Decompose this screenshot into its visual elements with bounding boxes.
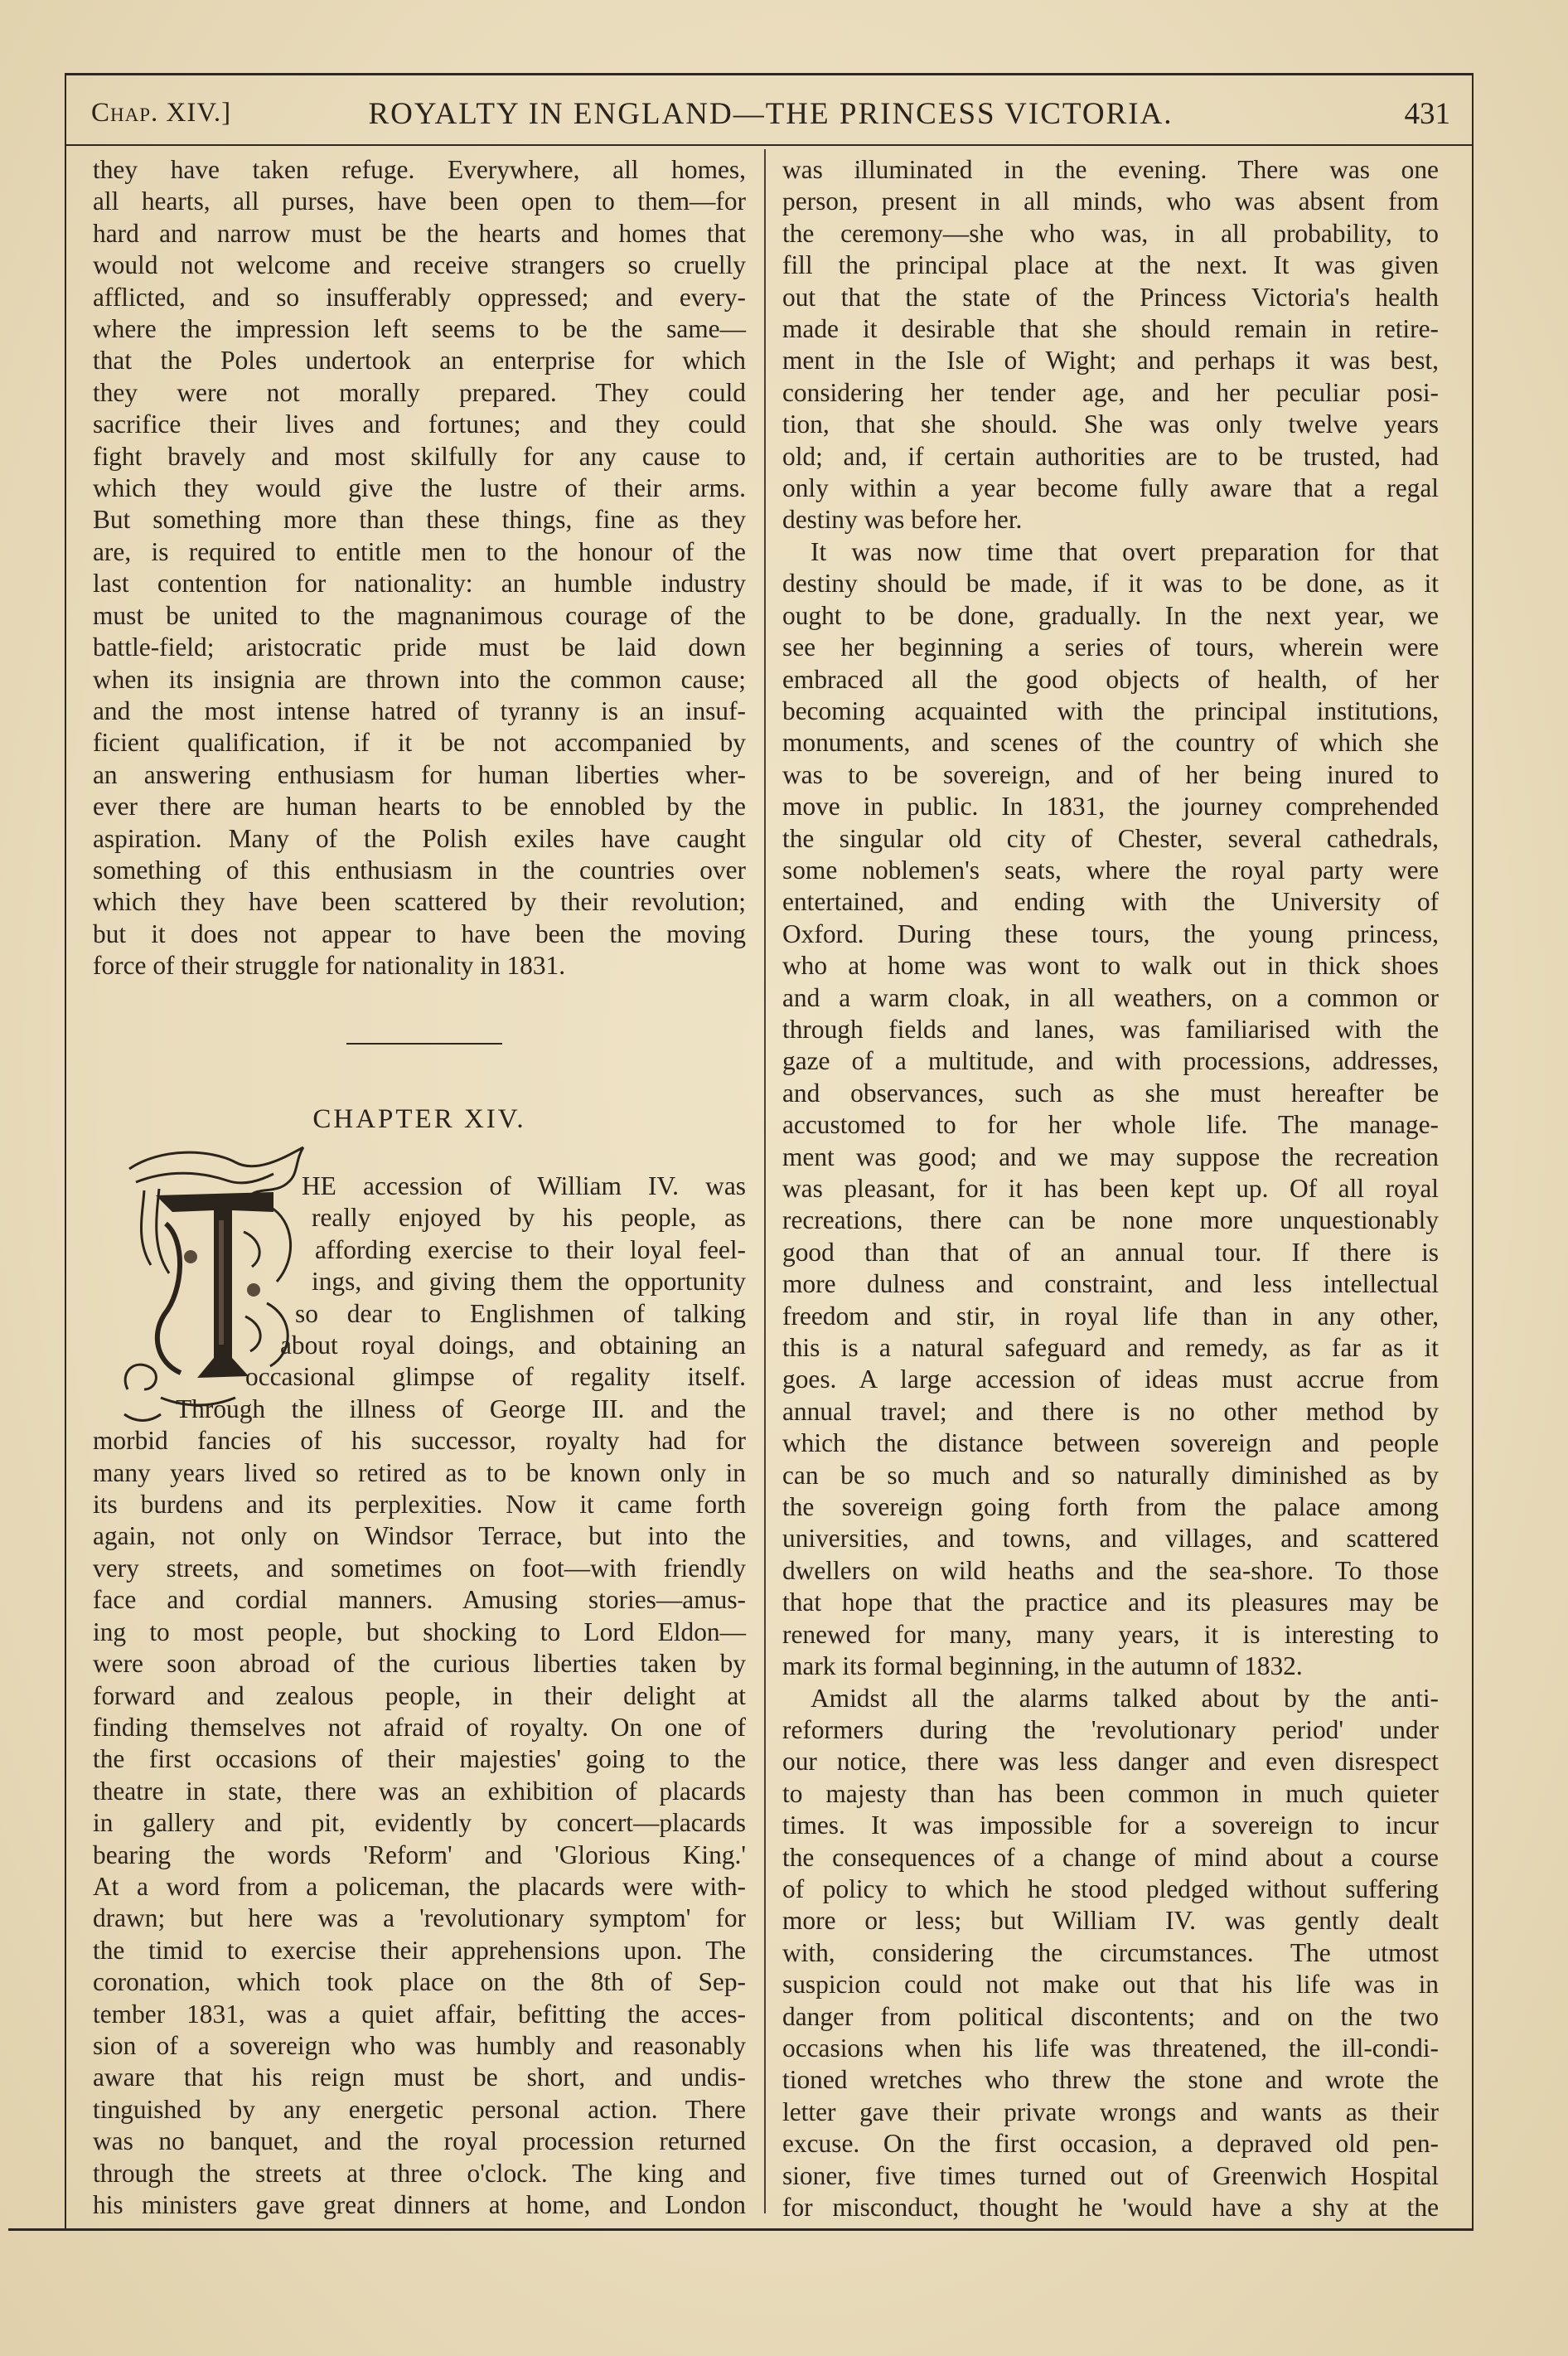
text-line: ever there are human hearts to be ennobled by the (93, 792, 746, 822)
text-line: they were not morally prepared. They could (93, 377, 746, 407)
text-line: who at home was wont to walk out in thick shoes (782, 951, 1439, 981)
text-line: destiny should be made, if it was to be done, as it (782, 569, 1439, 599)
right-frame-rule (1472, 73, 1474, 2230)
text-line: its burdens and its perplexities. Now it came forth (93, 1490, 746, 1520)
text-line: with, considering the circumstances. The utmost (782, 1937, 1439, 1967)
text-line: which they would give the lustre of their arms. (93, 473, 746, 503)
text-line: our notice, there was less danger and even disrespect (782, 1747, 1439, 1777)
text-line: was pleasant, for it has been kept up. Of all royal (782, 1174, 1439, 1203)
text-line: to majesty than has been common in much quieter (782, 1778, 1439, 1808)
text-line: force of their struggle for nationality in 1831. (93, 951, 566, 981)
text-line: universities, and towns, and villages, and scattered (782, 1524, 1439, 1554)
text-line: tion, that she should. She was only twelve years (782, 410, 1439, 439)
text-line: suspicion could not make out that his life was in (782, 1970, 1439, 2000)
page-number: 431 (1404, 97, 1450, 131)
text-line: so dear to Englishmen of talking (295, 1298, 746, 1328)
text-line: move in public. In 1831, the journey comprehended (782, 792, 1439, 822)
text-line: ficient qualification, if it be not accompanied by (93, 728, 746, 758)
section-separator-rule (346, 1043, 502, 1045)
text-line: something of this enthusiasm in the countries over (93, 855, 746, 885)
text-line: for misconduct, thought he 'would have a shy at the (782, 2193, 1439, 2222)
text-line: ing to most people, but shocking to Lord Eldon— (93, 1617, 746, 1646)
header-rule (66, 144, 1472, 146)
text-line: Oxford. During these tours, the young princess, (782, 919, 1439, 948)
text-line: freedom and stir, in royal life than in any other, (782, 1301, 1439, 1331)
text-line: sioner, five times turned out of Greenwich Hospital (782, 2160, 1439, 2190)
text-line: goes. A large accession of ideas must accrue from (782, 1365, 1439, 1394)
text-line: the first occasions of their majesties' going to the (93, 1744, 746, 1774)
text-line: and a warm cloak, in all weathers, on a common or (782, 982, 1439, 1012)
text-line: forward and zealous people, in their delight at (93, 1680, 746, 1710)
text-line: afflicted, and so insufferably oppressed; and every- (93, 282, 746, 312)
text-line: coronation, which took place on the 8th of Sep- (93, 1967, 746, 1997)
text-line: annual travel; and there is no other method by (782, 1396, 1439, 1426)
text-line: letter gave their private wrongs and wants as their (782, 2097, 1439, 2126)
text-line: person, present in all minds, who was absent from (782, 187, 1439, 216)
right-column (782, 154, 1439, 2223)
text-line: last contention for nationality: an humble industry (93, 569, 746, 599)
text-line: made it desirable that she should remain in retire- (782, 314, 1439, 344)
chapter-reference: Chap. XIV.] (91, 98, 232, 128)
text-line: the sovereign going forth from the palace among (782, 1492, 1439, 1522)
text-line: very streets, and sometimes on foot—with friendly (93, 1553, 746, 1583)
text-line: when its insignia are thrown into the common cause; (93, 664, 746, 694)
text-line: old; and, if certain authorities are to be trusted, had (782, 441, 1439, 471)
text-line: the consequences of a change of mind about a course (782, 1842, 1439, 1872)
text-line: recreations, there can be none more unquestionably (782, 1205, 1439, 1235)
text-line: through fields and lanes, was familiarised with the (782, 1014, 1439, 1044)
text-line: good than that of an annual tour. If there is (782, 1237, 1439, 1267)
running-header (91, 93, 1450, 143)
text-line: tioned wretches who threw the stone and wrote the (782, 2065, 1439, 2095)
text-line: entertained, and ending with the University of (782, 887, 1439, 917)
text-line: sacrifice their lives and fortunes; and they could (93, 410, 746, 439)
text-line: excuse. On the first occasion, a depraved old pen- (782, 2129, 1439, 2159)
text-line: his ministers gave great dinners at home, and London (93, 2190, 746, 2219)
text-line: and the most intense hatred of tyranny is an insuf- (93, 696, 746, 725)
text-line: they have taken refuge. Everywhere, all homes, (93, 155, 746, 184)
text-line: ment was good; and we may suppose the recreation (782, 1142, 1439, 1171)
text-line: some noblemen's seats, where the royal party were (782, 855, 1439, 885)
text-line: danger from political discontents; and on the two (782, 2001, 1439, 2031)
text-line: where the impression left seems to be the same— (93, 314, 746, 344)
text-line: more or less; but William IV. was gently dealt (782, 1906, 1439, 1936)
text-line: through the streets at three o'clock. The king and (93, 2158, 746, 2188)
text-line: embraced all the good objects of health, of her (782, 664, 1439, 694)
text-line: are, is required to entitle men to the honour of the (93, 536, 746, 566)
text-line: battle-field; aristocratic pride must be laid down (93, 633, 746, 662)
text-line: was to be sovereign, and of her being inured to (782, 759, 1439, 789)
text-line: all hearts, all purses, have been open to them—for (93, 187, 746, 216)
left-frame-rule (65, 73, 66, 2230)
text-line: destiny was before her. (782, 505, 1023, 535)
text-line: must be united to the magnanimous courage of the (93, 600, 746, 630)
text-line: ment in the Isle of Wight; and perhaps it was best, (782, 346, 1439, 376)
text-line: more dulness and constraint, and less intellectual (782, 1269, 1439, 1299)
text-line: accustomed to for her whole life. The manage- (782, 1110, 1439, 1140)
running-title: ROYALTY IN ENGLAND—THE PRINCESS VICTORIA. (368, 97, 1174, 131)
text-line: see her beginning a series of tours, wherein were (782, 633, 1439, 662)
text-line: but it does not appear to have been the moving (93, 919, 746, 948)
text-line: can be so much and so naturally diminished as by (782, 1460, 1439, 1490)
chapter-heading: CHAPTER XIV. (312, 1104, 526, 1134)
text-line: At a word from a policeman, the placards were with- (93, 1871, 746, 1901)
text-line: renewed for many, many years, it is interesting to (782, 1619, 1439, 1649)
text-line: It was now time that overt preparation for that (811, 536, 1439, 566)
text-line: tinguished by any energetic personal action. There (93, 2094, 746, 2124)
text-line: which the distance between sovereign and people (782, 1428, 1439, 1458)
text-line: times. It was impossible for a sovereign to incur (782, 1811, 1439, 1840)
text-line: occasional glimpse of regality itself. (245, 1362, 746, 1392)
text-line: ought to be done, gradually. In the next year, we (782, 600, 1439, 630)
text-line: would not welcome and receive strangers so cruelly (93, 250, 746, 280)
text-line: this is a natural safeguard and remedy, as far as it (782, 1333, 1439, 1363)
text-line: and observances, such as she must hereafter be (782, 1078, 1439, 1108)
text-line: were soon abroad of the curious liberties taken by (93, 1649, 746, 1679)
text-line: out that the state of the Princess Victoria's health (782, 282, 1439, 312)
text-line: an answering enthusiasm for human liberties wher- (93, 759, 746, 789)
text-line: sion of a sovereign who was humbly and reasonably (93, 2030, 746, 2060)
text-line: the timid to exercise their apprehensions upon. The (93, 1935, 746, 1965)
left-column (93, 154, 746, 982)
text-line: Through the illness of George III. and the (176, 1394, 746, 1423)
text-line: bearing the words 'Reform' and 'Glorious King.' (93, 1840, 746, 1869)
text-line: affording exercise to their loyal feel- (315, 1234, 746, 1264)
text-line: aware that his reign must be short, and undis- (93, 2063, 746, 2092)
text-line: monuments, and scenes of the country of which she (782, 728, 1439, 758)
text-line: again, not only on Windsor Terrace, but into the (93, 1521, 746, 1551)
text-line: considering her tender age, and her peculiar posi- (782, 377, 1439, 407)
text-line: reformers during the 'revolutionary period' under (782, 1714, 1439, 1744)
text-line: HE accession of William IV. was (302, 1171, 746, 1200)
text-line: only within a year become fully aware that a regal (782, 473, 1439, 503)
text-line: which they have been scattered by their revolution; (93, 887, 746, 917)
text-line: about royal doings, and obtaining an (280, 1331, 746, 1360)
text-line: ings, and giving them the opportunity (312, 1267, 746, 1297)
text-line: becoming acquainted with the principal institutions, (782, 696, 1439, 725)
text-line: was illuminated in the evening. There was one (782, 155, 1439, 184)
text-line: mark its formal beginning, in the autumn of 1832. (782, 1651, 1303, 1681)
text-line: fight bravely and most skilfully for any cause to (93, 441, 746, 471)
text-line: that the Poles undertook an enterprise for which (93, 346, 746, 376)
text-line: drawn; but here was a 'revolutionary symptom' for (93, 1903, 746, 1933)
text-line: Amidst all the alarms talked about by the anti- (811, 1683, 1439, 1713)
text-line: of policy to which he stood pledged without suffering (782, 1874, 1439, 1903)
text-line: morbid fancies of his successor, royalty had for (93, 1426, 746, 1456)
top-frame-rule (65, 73, 1474, 75)
text-line: hard and narrow must be the hearts and homes that (93, 218, 746, 248)
text-line: was no banquet, and the royal procession returned (93, 2126, 746, 2156)
text-line: finding themselves not afraid of royalty. On one of (93, 1712, 746, 1742)
text-line: that hope that the practice and its pleasures may be (782, 1588, 1439, 1617)
text-line: face and cordial manners. Amusing stories—amus- (93, 1585, 746, 1615)
text-line: the ceremony—she who was, in all probability, to (782, 218, 1439, 248)
text-line: occasions when his life was threatened, the ill-condi- (782, 2033, 1439, 2063)
column-divider (764, 149, 766, 2213)
text-line: tember 1831, was a quiet affair, befitting the acces- (93, 1999, 746, 2029)
text-line: But something more than these things, fine as they (93, 505, 746, 535)
text-line: theatre in state, there was an exhibition of placards (93, 1776, 746, 1806)
text-line: gaze of a multitude, and with processions, addresses, (782, 1046, 1439, 1076)
text-line: fill the principal place at the next. It was given (782, 250, 1439, 280)
text-line: aspiration. Many of the Polish exiles have caught (93, 823, 746, 853)
text-line: really enjoyed by his people, as (312, 1203, 746, 1233)
bottom-frame-rule (8, 2228, 1474, 2231)
text-line: many years lived so retired as to be known only in (93, 1457, 746, 1487)
text-line: dwellers on wild heaths and the sea-shore. To those (782, 1555, 1439, 1585)
chapter-opening-text (93, 1171, 746, 2221)
text-line: the singular old city of Chester, several cathedrals, (782, 823, 1439, 853)
text-line: in gallery and pit, evidently by concert—placards (93, 1808, 746, 1838)
